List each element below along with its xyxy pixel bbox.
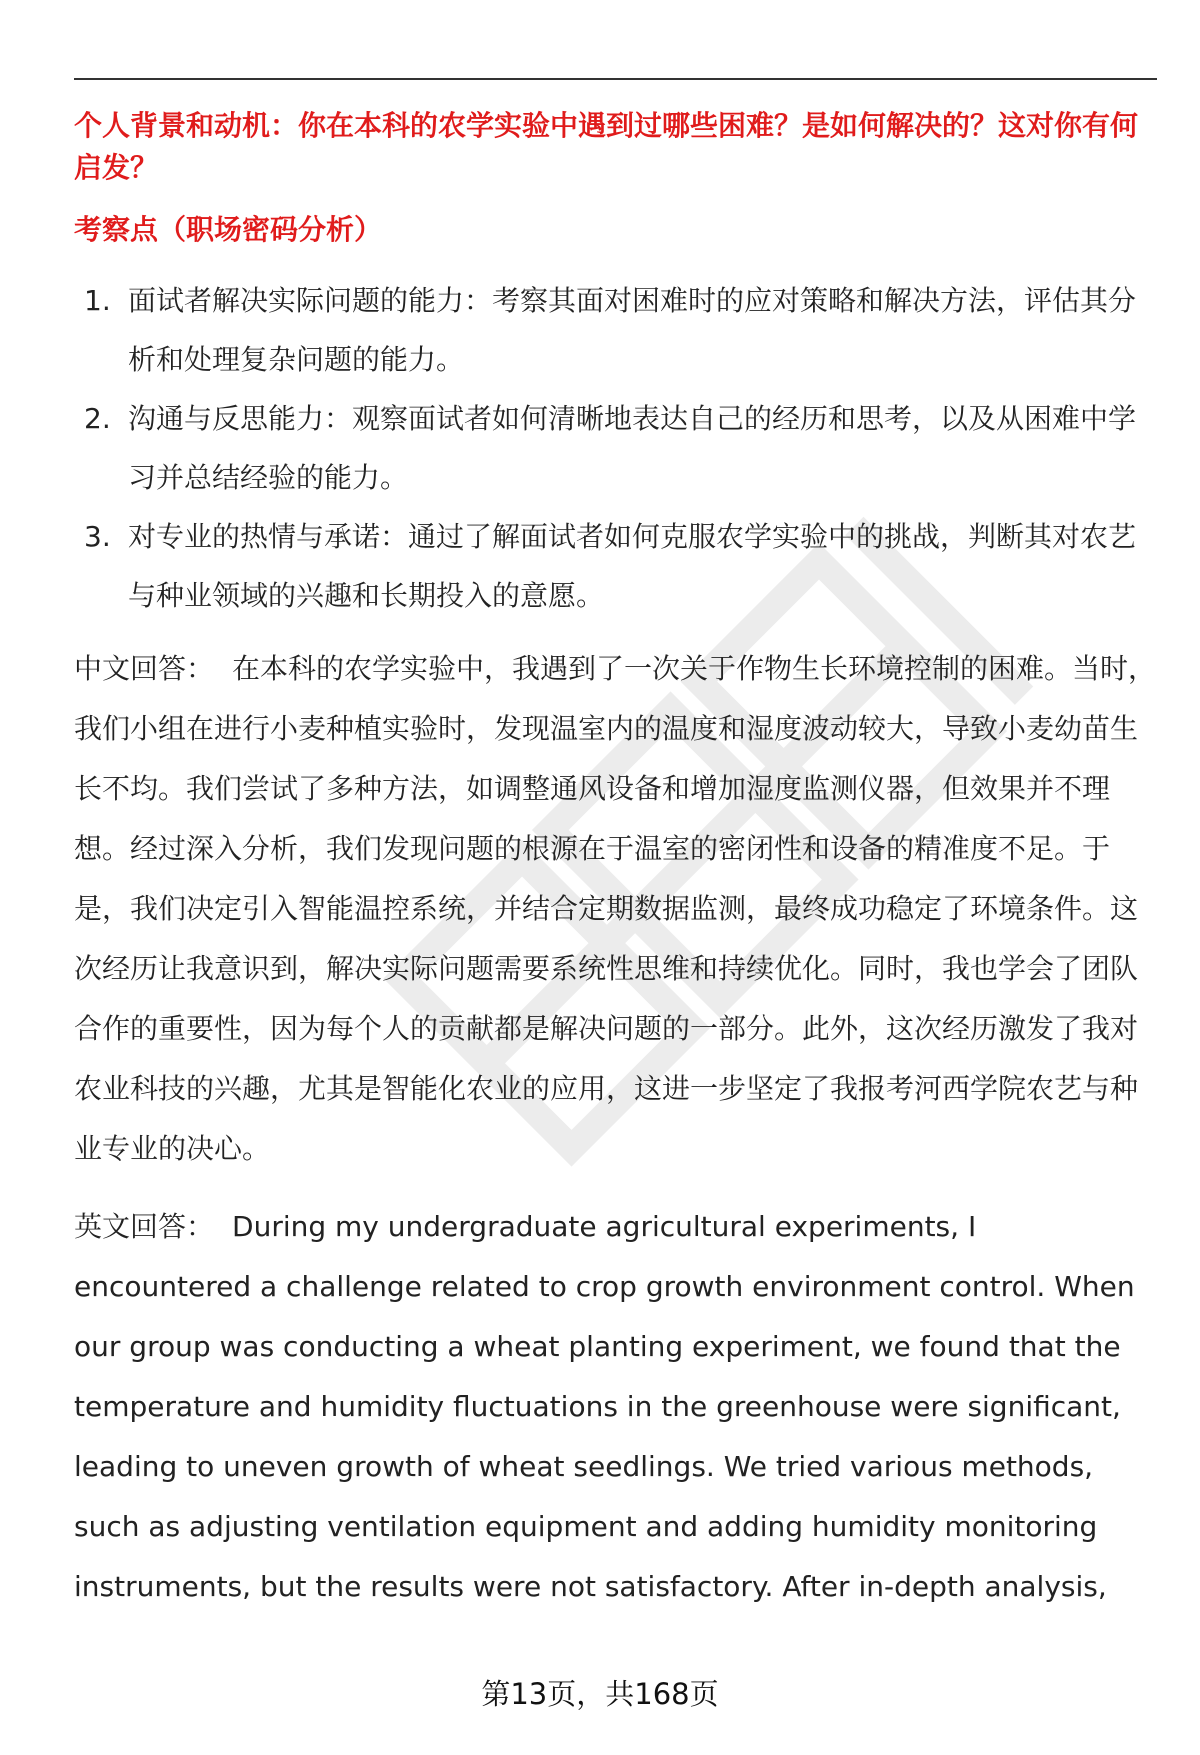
analysis-item bbox=[74, 507, 1159, 625]
analysis-item-number: 1. bbox=[84, 284, 111, 317]
english-answer bbox=[74, 1197, 1159, 1617]
analysis-item-number: 3. bbox=[84, 520, 111, 553]
analysis-list bbox=[74, 271, 1159, 625]
chinese-answer-label: 中文回答： bbox=[74, 652, 215, 685]
analysis-title: 考察点（职场密码分析） bbox=[74, 213, 383, 246]
chinese-answer-text: 在本科的农学实验中，我遇到了一次关于作物生长环境控制的困难。当时，我们小组在进行小麦种植实验时，发现温室内的温度和湿度波动较大，导致小麦幼苗生长不均。我们尝试了多种方法，如调整通风设备和增加湿度监测仪器，但效果并不理想。经过深入分析，我们发现问题的根源在于温室的密闭性和设备的精准度不足。于是，我们决定引入智能温控系统，并结合定期数据监测，最终成功稳定了环境条件。这次经历让我意识到，解决实际问题需要系统性思维和持续优化。同时，我也学会了团队合作的重要性，因为每个人的贡献都是解决问题的一部分。此外，这次经历激发了我对农业科技的兴趣，尤其是智能化农业的应用，这进一步坚定了我报考河西学院农艺与种业专业的决心。 bbox=[74, 652, 1157, 1165]
question-heading: 个人背景和动机：你在本科的农学实验中遇到过哪些困难？是如何解决的？这对你有何启发？ bbox=[74, 109, 1139, 184]
header-rule bbox=[74, 78, 1157, 80]
page-number: 第13页，共168页 bbox=[481, 1677, 719, 1711]
analysis-item-text: 对专业的热情与承诺：通过了解面试者如何克服农学实验中的挑战，判断其对农艺与种业领域的兴趣和长期投入的意愿。 bbox=[128, 520, 1137, 612]
analysis-item bbox=[74, 271, 1159, 389]
analysis-item-text: 沟通与反思能力：观察面试者如何清晰地表达自己的经历和思考，以及从困难中学习并总结经验的能力。 bbox=[128, 402, 1137, 494]
english-answer-label: 英文回答： bbox=[74, 1210, 215, 1243]
document-body bbox=[74, 105, 1159, 1635]
chinese-answer bbox=[74, 639, 1159, 1179]
analysis-item-number: 2. bbox=[84, 402, 111, 435]
analysis-item-text: 面试者解决实际问题的能力：考察其面对困难时的应对策略和解决方法，评估其分析和处理复杂问题的能力。 bbox=[128, 284, 1137, 376]
analysis-item bbox=[74, 389, 1159, 507]
english-answer-text: During my undergraduate agricultural experiments, I encountered a challenge related to crop growth environment control. When our group was conducting a wheat planting experiment, we found that the temperature and humidity fluctuations in the greenhouse were significant, leading to uneven growth of wheat seedlings. We tried various methods, such as adjusting ventilation equipment and adding humidity monitoring instruments, but the results were not satisfactory. After in-depth analysis, bbox=[74, 1210, 1135, 1603]
